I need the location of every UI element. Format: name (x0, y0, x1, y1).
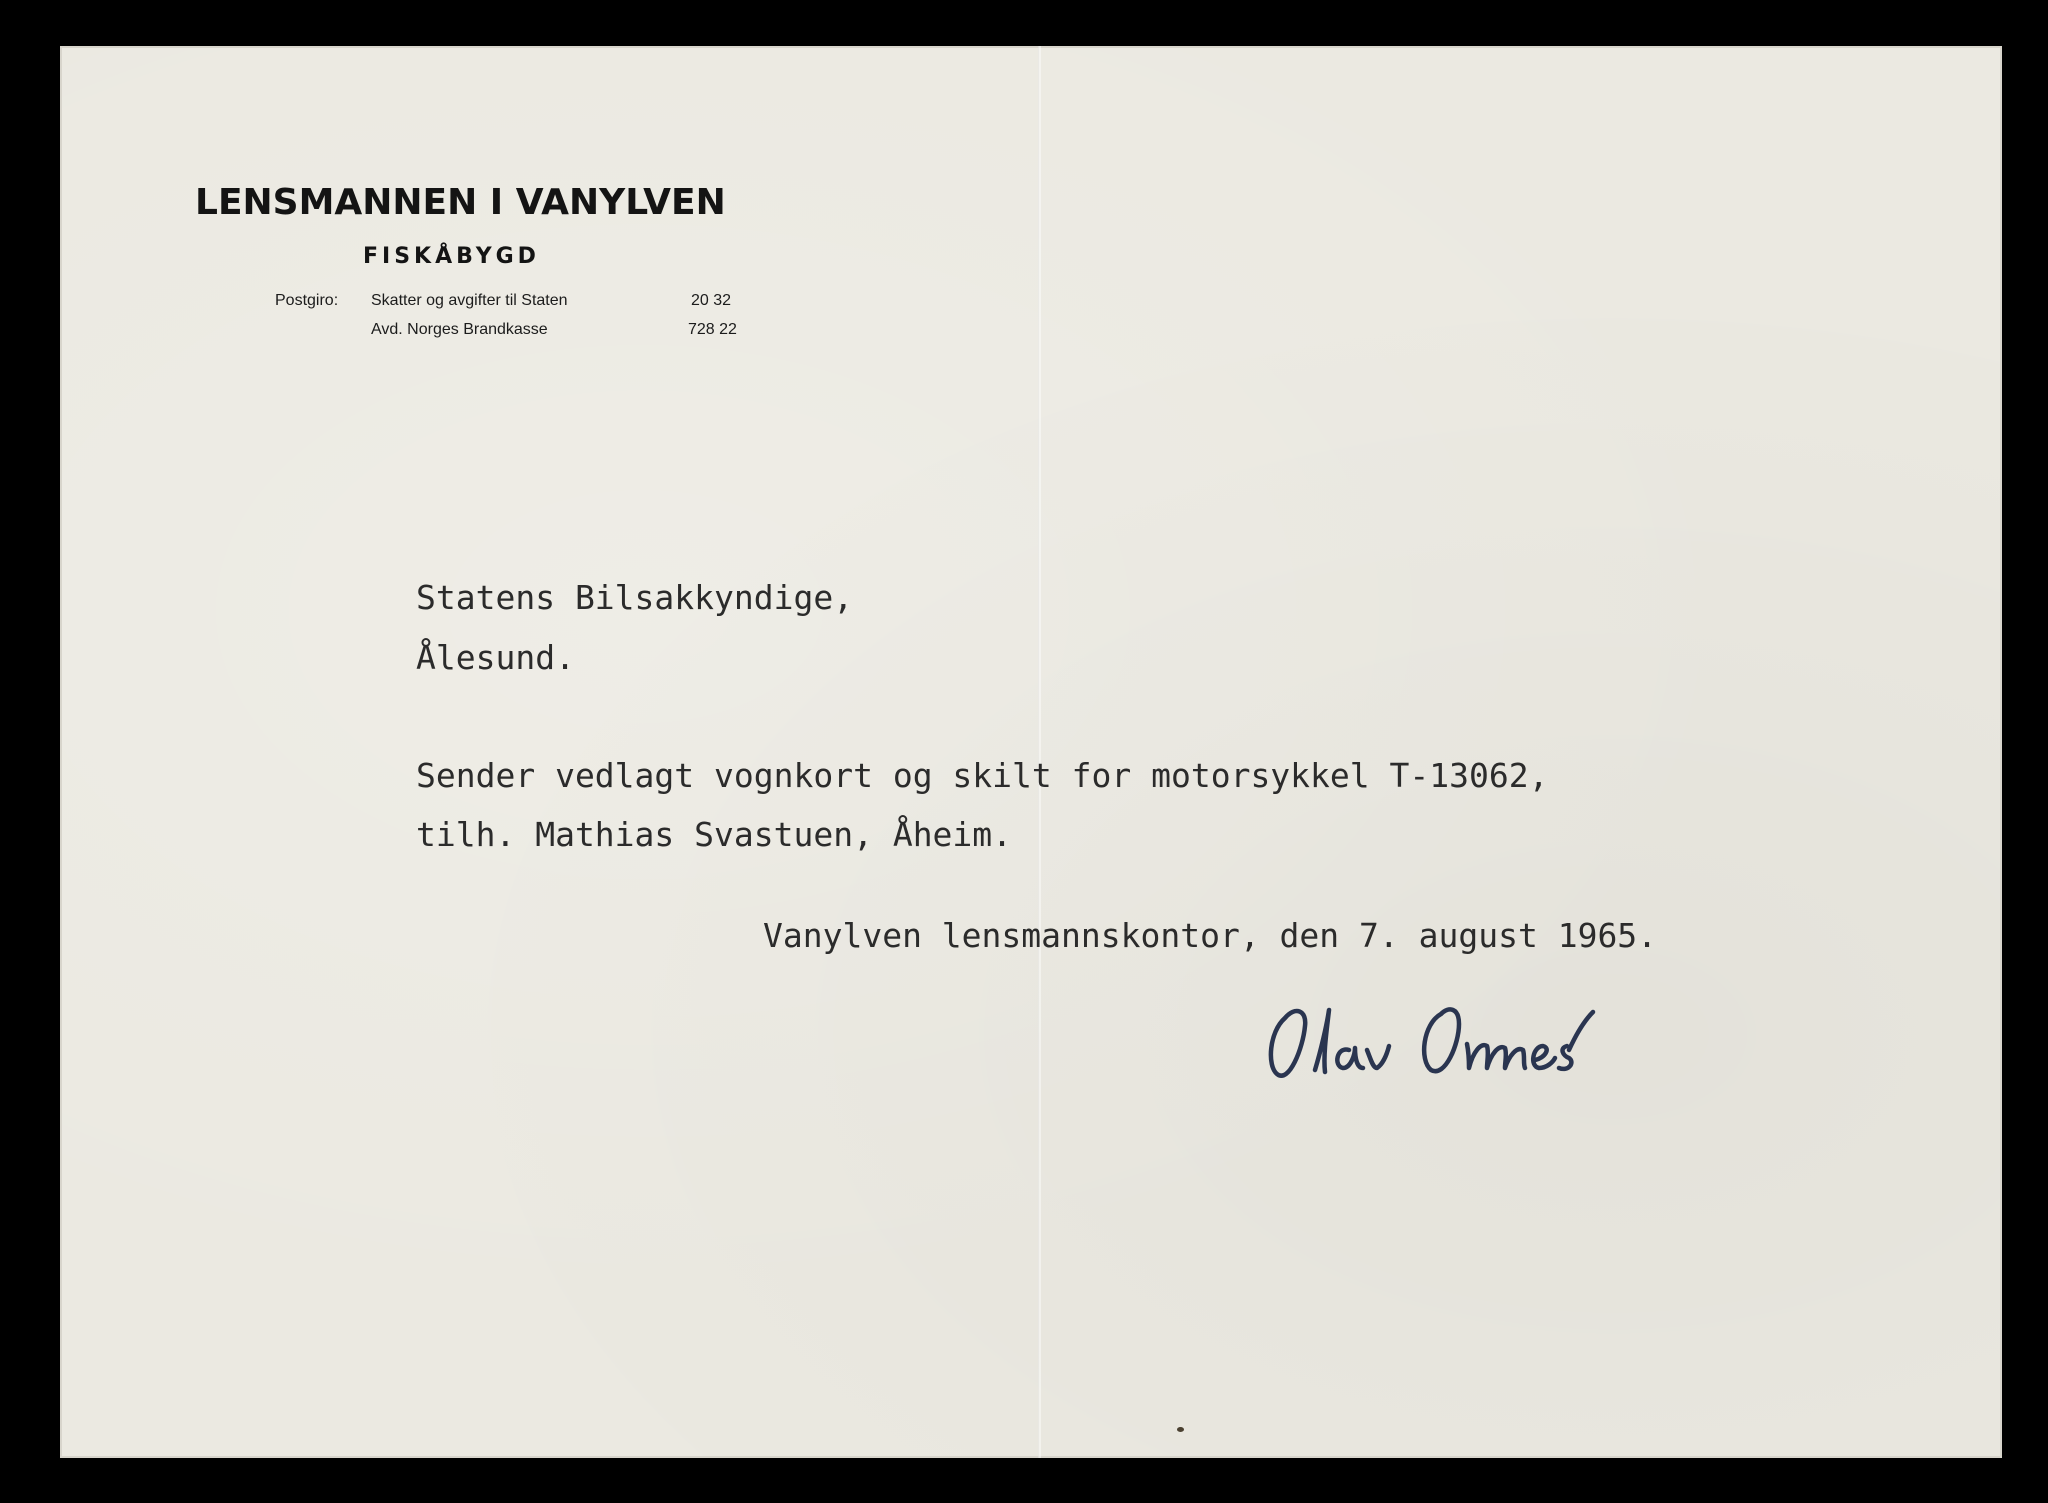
postgiro-number: 20 32 (691, 292, 732, 309)
body-line: tilh. Mathias Svastuen, Åheim. (416, 815, 1013, 854)
postgiro-number: 728 22 (688, 321, 737, 338)
postgiro-label: Postgiro: (275, 292, 339, 309)
postgiro-description: Skatter og avgifter til Staten (371, 292, 568, 309)
postgiro-description: Avd. Norges Brandkasse (371, 321, 548, 338)
recipient-city: Ålesund. (416, 638, 575, 677)
recipient-name: Statens Bilsakkyndige, (416, 578, 854, 617)
paper-speck (1177, 1427, 1184, 1432)
place-and-date: Vanylven lensmannskontor, den 7. august 1965. (763, 916, 1658, 955)
letterhead-subtitle: FISKÅBYGD (363, 244, 540, 269)
letterhead-title: LENSMANNEN I VANYLVEN (195, 182, 726, 223)
handwritten-signature (1263, 988, 1623, 1098)
paper-fold-line (1038, 46, 1041, 1458)
body-line: Sender vedlagt vognkort og skilt for motorsykkel T-13062, (416, 756, 1549, 795)
letter-page (60, 46, 2002, 1458)
